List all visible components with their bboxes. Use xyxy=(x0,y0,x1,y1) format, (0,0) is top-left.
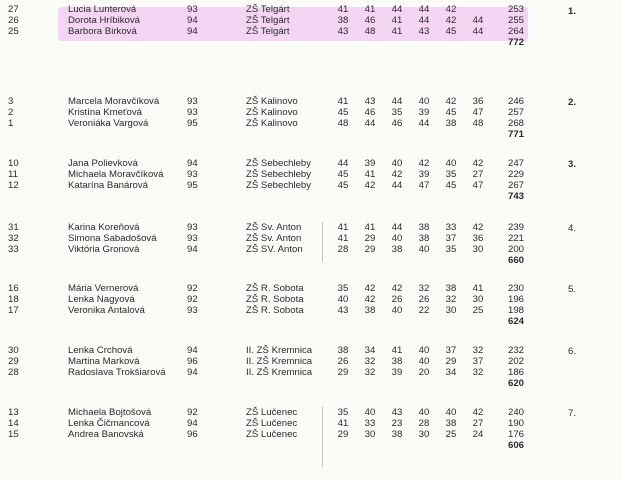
competitor-name: Karina Koreňová xyxy=(68,222,140,233)
competitor-name: Veronika Antalová xyxy=(68,305,145,316)
birth-year: 96 xyxy=(187,429,198,440)
competitor-name: Jana Polievková xyxy=(68,158,138,169)
competitor-total: 246 xyxy=(508,96,525,107)
competitor-name: Lucia Lunterová xyxy=(68,4,137,15)
team-rank: 1. xyxy=(568,6,577,17)
birth-year: 93 xyxy=(187,233,198,244)
round-score: 35 xyxy=(337,407,349,418)
round-score: 40 xyxy=(391,233,403,244)
school-name: ZŠ Sebechleby xyxy=(246,169,312,180)
round-score: 33 xyxy=(445,222,457,233)
round-score: 38 xyxy=(418,222,430,233)
birth-year: 93 xyxy=(187,222,198,233)
school-name: ZŠ Sebechleby xyxy=(246,158,312,169)
round-score: 37 xyxy=(445,233,457,244)
round-score: 32 xyxy=(418,283,430,294)
table-row xyxy=(0,356,622,367)
competitor-number: 31 xyxy=(8,222,19,233)
round-score: 42 xyxy=(472,158,484,169)
round-score: 44 xyxy=(391,4,403,15)
round-score: 40 xyxy=(364,407,376,418)
school-name: ZŠ Sebechleby xyxy=(246,180,312,191)
table-row xyxy=(0,283,622,294)
round-score: 34 xyxy=(364,345,376,356)
round-score: 36 xyxy=(472,96,484,107)
competitor-name: Veroniáka Vargová xyxy=(68,118,149,129)
competitor-number: 27 xyxy=(8,4,19,15)
competitor-name: Lenka Crchová xyxy=(68,345,133,356)
school-name: II. ZŠ Kremnica xyxy=(246,345,313,356)
birth-year: 93 xyxy=(187,305,198,316)
table-row xyxy=(0,169,622,180)
round-score: 32 xyxy=(364,356,376,367)
round-score: 42 xyxy=(391,169,403,180)
school-name: II. ZŠ Kremnica xyxy=(246,367,313,378)
round-score: 42 xyxy=(391,283,403,294)
competitor-number: 33 xyxy=(8,244,19,255)
round-score: 38 xyxy=(364,305,376,316)
competitor-name: Michaela Moravčíková xyxy=(68,169,164,180)
birth-year: 93 xyxy=(187,96,198,107)
team-rank: 5. xyxy=(568,284,577,295)
competitor-name: Martina Marková xyxy=(68,356,140,367)
school-name: ZŠ Kalinovo xyxy=(246,96,298,107)
round-score: 42 xyxy=(418,158,430,169)
round-score: 32 xyxy=(472,345,484,356)
school-name: ZŠ Sv. Anton xyxy=(246,233,302,244)
round-score: 29 xyxy=(445,356,457,367)
round-score: 25 xyxy=(445,429,457,440)
competitor-name: Lenka Čičmancová xyxy=(68,418,150,429)
school-name: ZŠ Telgárt xyxy=(246,15,290,26)
round-score: 48 xyxy=(364,26,376,37)
competitor-total: 221 xyxy=(508,233,525,244)
round-score: 41 xyxy=(472,283,484,294)
table-row xyxy=(0,294,622,305)
round-score: 44 xyxy=(391,222,403,233)
competitor-name: Katarína Banárová xyxy=(68,180,149,191)
round-score: 44 xyxy=(391,180,403,191)
round-score: 40 xyxy=(391,158,403,169)
round-score: 27 xyxy=(472,169,484,180)
round-score: 40 xyxy=(418,407,430,418)
competitor-name: Barbora Birková xyxy=(68,26,137,37)
round-score: 30 xyxy=(364,429,376,440)
competitor-total: 196 xyxy=(508,294,525,305)
team-block xyxy=(0,158,622,214)
round-score: 45 xyxy=(337,180,349,191)
round-score: 26 xyxy=(418,294,430,305)
round-score: 42 xyxy=(445,96,457,107)
round-score: 42 xyxy=(445,15,457,26)
round-score: 30 xyxy=(472,244,484,255)
team-total: 620 xyxy=(508,378,525,389)
competitor-total: 267 xyxy=(508,180,525,191)
round-score: 25 xyxy=(472,305,484,316)
school-name: ZŠ R. Sobota xyxy=(246,294,304,305)
round-score: 32 xyxy=(445,294,457,305)
table-row xyxy=(0,429,622,440)
competitor-name: Kristína Kmeťová xyxy=(68,107,142,118)
birth-year: 96 xyxy=(187,356,198,367)
competitor-number: 29 xyxy=(8,356,19,367)
round-score: 22 xyxy=(418,305,430,316)
round-score: 41 xyxy=(391,345,403,356)
school-name: ZŠ Kalinovo xyxy=(246,118,298,129)
school-name: II. ZŠ Kremnica xyxy=(246,356,313,367)
table-row xyxy=(0,244,622,255)
round-score: 35 xyxy=(391,107,403,118)
round-score: 40 xyxy=(445,158,457,169)
round-score: 41 xyxy=(337,96,349,107)
competitor-total: 257 xyxy=(508,107,525,118)
team-total: 743 xyxy=(508,191,525,202)
round-score: 48 xyxy=(472,118,484,129)
round-score: 38 xyxy=(337,345,349,356)
team-rank: 2. xyxy=(568,97,577,108)
team-rank: 7. xyxy=(568,408,577,419)
round-score: 29 xyxy=(364,233,376,244)
round-score: 42 xyxy=(472,407,484,418)
round-score: 42 xyxy=(364,294,376,305)
team-block xyxy=(0,345,622,401)
round-score: 28 xyxy=(337,244,349,255)
competitor-name: Simona Sabadošová xyxy=(68,233,157,244)
birth-year: 94 xyxy=(187,418,198,429)
round-score: 40 xyxy=(418,244,430,255)
round-score: 41 xyxy=(391,26,403,37)
round-score: 44 xyxy=(472,26,484,37)
team-block xyxy=(0,222,622,278)
team-block xyxy=(0,96,622,152)
birth-year: 94 xyxy=(187,345,198,356)
round-score: 29 xyxy=(337,367,349,378)
competitor-number: 15 xyxy=(8,429,19,440)
round-score: 41 xyxy=(364,169,376,180)
table-row xyxy=(0,345,622,356)
competitor-total: 239 xyxy=(508,222,525,233)
round-score: 40 xyxy=(391,305,403,316)
round-score: 20 xyxy=(418,367,430,378)
round-score: 43 xyxy=(391,407,403,418)
round-score: 28 xyxy=(418,418,430,429)
round-score: 41 xyxy=(337,4,349,15)
competitor-total: 253 xyxy=(508,4,525,15)
competitor-number: 13 xyxy=(8,407,19,418)
column-rule xyxy=(322,222,323,262)
round-score: 30 xyxy=(418,429,430,440)
birth-year: 94 xyxy=(187,158,198,169)
competitor-total: 202 xyxy=(508,356,525,367)
round-score: 38 xyxy=(445,283,457,294)
round-score: 38 xyxy=(445,418,457,429)
table-row xyxy=(0,107,622,118)
round-score: 47 xyxy=(418,180,430,191)
competitor-number: 12 xyxy=(8,180,19,191)
round-score: 35 xyxy=(337,283,349,294)
round-score: 39 xyxy=(418,107,430,118)
round-score: 36 xyxy=(472,233,484,244)
round-score: 42 xyxy=(364,283,376,294)
round-score: 44 xyxy=(418,15,430,26)
round-score: 38 xyxy=(418,233,430,244)
competitor-number: 14 xyxy=(8,418,19,429)
round-score: 41 xyxy=(337,222,349,233)
round-score: 27 xyxy=(472,418,484,429)
round-score: 38 xyxy=(391,356,403,367)
round-score: 32 xyxy=(472,367,484,378)
birth-year: 94 xyxy=(187,367,198,378)
team-rank: 4. xyxy=(568,223,577,234)
round-score: 46 xyxy=(364,107,376,118)
round-score: 42 xyxy=(445,4,457,15)
birth-year: 94 xyxy=(187,244,198,255)
school-name: ZŠ Lučenec xyxy=(246,407,298,418)
round-score: 37 xyxy=(445,345,457,356)
competitor-total: 186 xyxy=(508,367,525,378)
round-score: 42 xyxy=(472,222,484,233)
birth-year: 92 xyxy=(187,283,198,294)
team-total: 624 xyxy=(508,316,525,327)
round-score: 26 xyxy=(391,294,403,305)
competitor-number: 1 xyxy=(8,118,14,129)
round-score: 30 xyxy=(445,305,457,316)
round-score: 43 xyxy=(364,96,376,107)
round-score: 41 xyxy=(391,15,403,26)
competitor-number: 3 xyxy=(8,96,14,107)
school-name: ZŠ Telgárt xyxy=(246,26,290,37)
competitor-name: Viktória Gronová xyxy=(68,244,140,255)
birth-year: 95 xyxy=(187,118,198,129)
round-score: 23 xyxy=(391,418,403,429)
round-score: 44 xyxy=(418,118,430,129)
round-score: 41 xyxy=(364,4,376,15)
table-row xyxy=(0,118,622,129)
birth-year: 93 xyxy=(187,107,198,118)
competitor-name: Lenka Nagyová xyxy=(68,294,135,305)
competitor-number: 26 xyxy=(8,15,19,26)
competitor-number: 25 xyxy=(8,26,19,37)
round-score: 33 xyxy=(364,418,376,429)
competitor-number: 28 xyxy=(8,367,19,378)
table-row xyxy=(0,222,622,233)
competitor-total: 264 xyxy=(508,26,525,37)
round-score: 38 xyxy=(391,244,403,255)
competitor-number: 17 xyxy=(8,305,19,316)
school-name: ZŠ Lučenec xyxy=(246,429,298,440)
round-score: 40 xyxy=(418,345,430,356)
round-score: 43 xyxy=(418,26,430,37)
round-score: 34 xyxy=(445,367,457,378)
table-row xyxy=(0,96,622,107)
round-score: 47 xyxy=(472,180,484,191)
birth-year: 93 xyxy=(187,4,198,15)
school-name: ZŠ SV. Anton xyxy=(246,244,303,255)
table-row xyxy=(0,180,622,191)
round-score: 42 xyxy=(364,180,376,191)
team-total: 771 xyxy=(508,129,525,140)
competitor-number: 2 xyxy=(8,107,14,118)
competitor-name: Marcela Moravčíková xyxy=(68,96,160,107)
round-score: 45 xyxy=(445,107,457,118)
round-score: 38 xyxy=(391,429,403,440)
round-score: 45 xyxy=(337,107,349,118)
table-row xyxy=(0,233,622,244)
competitor-total: 268 xyxy=(508,118,525,129)
birth-year: 94 xyxy=(187,26,198,37)
competitor-name: Andrea Banovská xyxy=(68,429,144,440)
birth-year: 93 xyxy=(187,169,198,180)
round-score: 40 xyxy=(337,294,349,305)
competitor-total: 240 xyxy=(508,407,525,418)
round-score: 48 xyxy=(337,118,349,129)
team-rank: 6. xyxy=(568,346,577,357)
team-total: 772 xyxy=(508,37,525,48)
table-row xyxy=(0,407,622,418)
school-name: ZŠ Lučenec xyxy=(246,418,298,429)
school-name: ZŠ Telgárt xyxy=(246,4,290,15)
competitor-total: 200 xyxy=(508,244,525,255)
round-score: 41 xyxy=(337,233,349,244)
competitor-number: 10 xyxy=(8,158,19,169)
round-score: 44 xyxy=(337,158,349,169)
team-total: 660 xyxy=(508,255,525,266)
round-score: 39 xyxy=(418,169,430,180)
team-block xyxy=(0,283,622,339)
competitor-number: 18 xyxy=(8,294,19,305)
column-rule xyxy=(322,407,323,467)
table-row xyxy=(0,305,622,316)
birth-year: 95 xyxy=(187,180,198,191)
table-row xyxy=(0,26,622,37)
competitor-name: Mária Vernerová xyxy=(68,283,139,294)
birth-year: 94 xyxy=(187,15,198,26)
competitor-total: 229 xyxy=(508,169,525,180)
round-score: 44 xyxy=(418,4,430,15)
team-rank: 3. xyxy=(568,159,577,170)
round-score: 32 xyxy=(364,367,376,378)
round-score: 29 xyxy=(337,429,349,440)
round-score: 41 xyxy=(337,418,349,429)
round-score: 44 xyxy=(364,118,376,129)
table-row xyxy=(0,15,622,26)
school-name: ZŠ R. Sobota xyxy=(246,305,304,316)
school-name: ZŠ Sv. Anton xyxy=(246,222,302,233)
round-score: 29 xyxy=(364,244,376,255)
school-name: ZŠ Kalinovo xyxy=(246,107,298,118)
round-score: 40 xyxy=(418,356,430,367)
birth-year: 92 xyxy=(187,407,198,418)
round-score: 45 xyxy=(337,169,349,180)
competitor-total: 176 xyxy=(508,429,525,440)
competitor-name: Michaela Bojtošová xyxy=(68,407,152,418)
round-score: 30 xyxy=(472,294,484,305)
competitor-total: 230 xyxy=(508,283,525,294)
round-score: 41 xyxy=(364,222,376,233)
round-score: 35 xyxy=(445,169,457,180)
round-score: 39 xyxy=(391,367,403,378)
table-row xyxy=(0,418,622,429)
competitor-total: 255 xyxy=(508,15,525,26)
round-score: 38 xyxy=(337,15,349,26)
birth-year: 92 xyxy=(187,294,198,305)
round-score: 35 xyxy=(445,244,457,255)
round-score: 43 xyxy=(337,26,349,37)
school-name: ZŠ R. Sobota xyxy=(246,283,304,294)
team-total: 606 xyxy=(508,440,525,451)
team-block xyxy=(0,407,622,463)
competitor-name: Radoslava Trokšiarová xyxy=(68,367,166,378)
competitor-total: 232 xyxy=(508,345,525,356)
round-score: 46 xyxy=(391,118,403,129)
competitor-total: 198 xyxy=(508,305,525,316)
round-score: 37 xyxy=(472,356,484,367)
round-score: 45 xyxy=(445,26,457,37)
competitor-total: 247 xyxy=(508,158,525,169)
round-score: 47 xyxy=(472,107,484,118)
competitor-total: 190 xyxy=(508,418,525,429)
round-score: 46 xyxy=(364,15,376,26)
round-score: 44 xyxy=(472,15,484,26)
round-score: 40 xyxy=(445,407,457,418)
competitor-name: Dorota Hríbiková xyxy=(68,15,140,26)
competitor-number: 16 xyxy=(8,283,19,294)
round-score: 43 xyxy=(337,305,349,316)
table-row xyxy=(0,158,622,169)
round-score: 40 xyxy=(418,96,430,107)
round-score: 39 xyxy=(364,158,376,169)
table-row xyxy=(0,4,622,15)
table-row xyxy=(0,367,622,378)
round-score: 38 xyxy=(445,118,457,129)
round-score: 26 xyxy=(337,356,349,367)
competitor-number: 11 xyxy=(8,169,18,180)
round-score: 45 xyxy=(445,180,457,191)
round-score: 24 xyxy=(472,429,484,440)
competitor-number: 30 xyxy=(8,345,19,356)
team-block xyxy=(0,4,622,60)
round-score: 44 xyxy=(391,96,403,107)
competitor-number: 32 xyxy=(8,233,19,244)
